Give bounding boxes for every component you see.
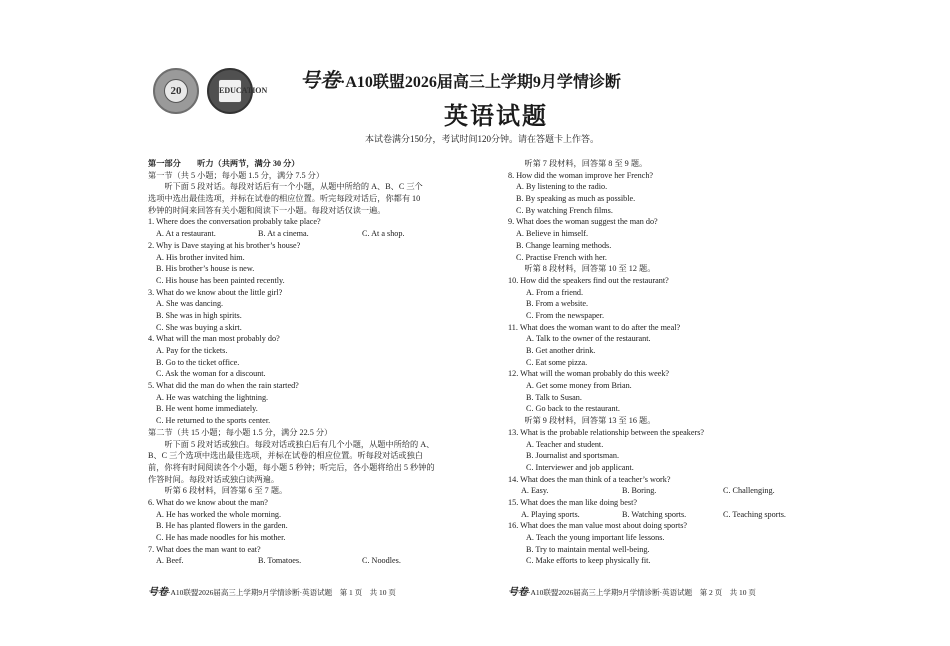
text-line: 听第 9 段材料，回答第 13 至 16 题。 xyxy=(508,416,656,426)
text-line: A. His brother invited him. xyxy=(156,252,245,262)
answer-option: C. Noodles. xyxy=(362,556,401,566)
brand-mark: 号卷 xyxy=(300,68,340,92)
text-line: B. He went home immediately. xyxy=(156,404,258,414)
text-line: B. His brother’s house is new. xyxy=(156,264,255,274)
text-line: 4. What will the man most probably do? xyxy=(148,334,280,344)
text-line: A. He was watching the lightning. xyxy=(156,392,269,402)
text-line: C. She was buying a skirt. xyxy=(156,322,242,332)
text-line: C. Interviewer and job applicant. xyxy=(526,462,634,472)
answer-option: B. Watching sports. xyxy=(622,509,687,519)
text-line: B. From a website. xyxy=(526,299,589,309)
text-line: 5. What did the man do when the rain started? xyxy=(148,381,299,391)
answer-option: B. Boring. xyxy=(622,486,657,496)
text-line: C. From the newspaper. xyxy=(526,310,604,320)
text-line: 15. What does the man like doing best? xyxy=(508,497,638,507)
text-line: A. She was dancing. xyxy=(156,299,224,309)
text-line: 8. How did the woman improve her French? xyxy=(508,170,654,180)
seal-number: 20 xyxy=(164,79,188,103)
text-line: A. He has worked the whole morning. xyxy=(156,509,282,519)
footer-text: ·A10联盟2026届高三上学期9月学情诊断·英语试题 第 1 页 共 10 页 xyxy=(168,588,396,597)
text-line: C. Go back to the restaurant. xyxy=(526,404,620,414)
text-line: 听第 7 段材料，回答第 8 至 9 题。 xyxy=(508,159,648,168)
text-line: B. Get another drink. xyxy=(526,346,596,355)
option-row xyxy=(508,485,808,497)
text-line: A. Believe in himself. xyxy=(516,229,589,239)
text-line: B. Change learning methods. xyxy=(516,240,612,250)
text-line: A. Teach the young important life lessons. xyxy=(526,533,665,542)
answer-option: C. At a shop. xyxy=(362,229,405,239)
text-line: 听第 6 段材料，回答第 6 至 7 题。 xyxy=(148,486,288,496)
text-line: B. She was in high spirits. xyxy=(156,310,242,320)
text-line: B. By speaking as much as possible. xyxy=(516,194,636,204)
text-line: 11. What does the woman want to do after the meal? xyxy=(508,322,681,332)
text-line: A. Talk to the owner of the restaurant. xyxy=(526,334,651,344)
education-seal-logo xyxy=(207,68,268,114)
text-line: 10. How did the speakers find out the restaurant? xyxy=(508,275,669,285)
text-line: 7. What does the man want to eat? xyxy=(148,544,261,554)
answer-option: A. Playing sports. xyxy=(521,509,580,519)
text-line: 前，你将有时间阅读各个小题，每小题 5 秒钟；听完后，各小题将给出 5 秒钟的 xyxy=(148,462,435,472)
footer-text: ·A10联盟2026届高三上学期9月学情诊断·英语试题 第 2 页 共 10 页 xyxy=(528,588,756,597)
text-line: 第一部分 听力（共两节，满分 30 分） xyxy=(148,159,300,168)
text-line: 听下面 5 段对话。每段对话后有一个小题，从题中所给的 A、B、C 三个 xyxy=(148,182,423,192)
answer-option: B. Tomatoes. xyxy=(258,556,302,566)
text-line: 第一节（共 5 小题；每小题 1.5 分，满分 7.5 分） xyxy=(148,170,325,180)
exam-title-line xyxy=(300,64,621,93)
answer-option: A. Beef. xyxy=(156,556,184,566)
text-line: A. From a friend. xyxy=(526,287,584,297)
text-line: C. Practise French with her. xyxy=(516,252,607,262)
seal-text: EDUCATION xyxy=(218,79,242,103)
text-line: 14. What does the man think of a teacher’s work? xyxy=(508,474,671,484)
text-line: 选项中选出最佳选项，并标在试卷的相应位置。听完每段对话后，你都有 10 xyxy=(148,194,421,204)
text-line: 秒钟的时间来回答有关小题和阅读下一小题。每段对话仅读一遍。 xyxy=(148,205,386,215)
text-line: C. Eat some pizza. xyxy=(526,357,588,367)
text-line: B. He has planted flowers in the garden. xyxy=(156,521,288,531)
text-line: C. His house has been painted recently. xyxy=(156,275,285,285)
text-line: 第二节（共 15 小题；每小题 1.5 分，满分 22.5 分） xyxy=(148,427,333,437)
exam-name: ·A10联盟2026届高三上学期9月学情诊断 xyxy=(340,74,621,91)
text-line: A. By listening to the radio. xyxy=(516,182,608,192)
right-column xyxy=(508,158,808,567)
subject-title: 英语试题 xyxy=(444,104,548,130)
text-line: B、C 三个选项中选出最佳选项，并标在试卷的相应位置。听每段对话或独白 xyxy=(148,451,423,461)
text-line: C. Ask the woman for a discount. xyxy=(156,369,266,379)
text-line: C. By watching French films. xyxy=(516,205,613,215)
text-line: 作答时间。每段对话或独白读两遍。 xyxy=(148,474,280,484)
alliance-seal-logo xyxy=(153,68,199,114)
text-line: 13. What is the probable relationship between the speakers? xyxy=(508,427,705,437)
text-line: 听第 8 段材料，回答第 10 至 12 题。 xyxy=(508,264,656,274)
text-line: B. Go to the ticket office. xyxy=(156,357,240,367)
text-line: C. Make efforts to keep physically fit. xyxy=(526,556,651,566)
text-line: A. Get some money from Brian. xyxy=(526,381,632,391)
answer-option: B. At a cinema. xyxy=(258,229,309,239)
footer-right xyxy=(508,583,756,598)
text-line: A. Pay for the tickets. xyxy=(156,346,228,355)
text-line: 12. What will the woman probably do this week? xyxy=(508,369,670,379)
text-line: 16. What does the man value most about doing sports? xyxy=(508,521,688,531)
left-column xyxy=(148,158,478,567)
text-line: A. Teacher and student. xyxy=(526,439,604,449)
footer-mark: 号卷 xyxy=(148,587,168,598)
option-row xyxy=(148,228,478,240)
text-line: 1. Where does the conversation probably take place? xyxy=(148,217,321,227)
exam-note: 本试卷满分150分，考试时间120分钟。请在答题卡上作答。 xyxy=(365,134,600,144)
text-line: C. He has made noodles for his mother. xyxy=(156,533,286,542)
text-line: C. He returned to the sports center. xyxy=(156,416,271,426)
answer-option: C. Teaching sports. xyxy=(723,509,786,519)
text-line: B. Journalist and sportsman. xyxy=(526,451,620,461)
text-line: 9. What does the woman suggest the man do? xyxy=(508,217,658,227)
answer-option: A. Easy. xyxy=(521,486,549,496)
text-line: 3. What do we know about the little girl? xyxy=(148,287,283,297)
answer-option: C. Challenging. xyxy=(723,486,775,496)
text-line: 2. Why is Dave staying at his brother’s house? xyxy=(148,240,301,250)
option-row xyxy=(508,509,808,521)
text-line: B. Talk to Susan. xyxy=(526,392,582,402)
option-row xyxy=(148,555,478,567)
footer-left xyxy=(148,583,396,598)
text-line: B. Try to maintain mental well-being. xyxy=(526,544,650,554)
text-line: 6. What do we know about the man? xyxy=(148,497,268,507)
footer-mark: 号卷 xyxy=(508,587,528,598)
answer-option: A. At a restaurant. xyxy=(156,229,216,239)
text-line: 听下面 5 段对话或独白。每段对话或独白后有几个小题，从题中所给的 A、 xyxy=(148,439,435,449)
